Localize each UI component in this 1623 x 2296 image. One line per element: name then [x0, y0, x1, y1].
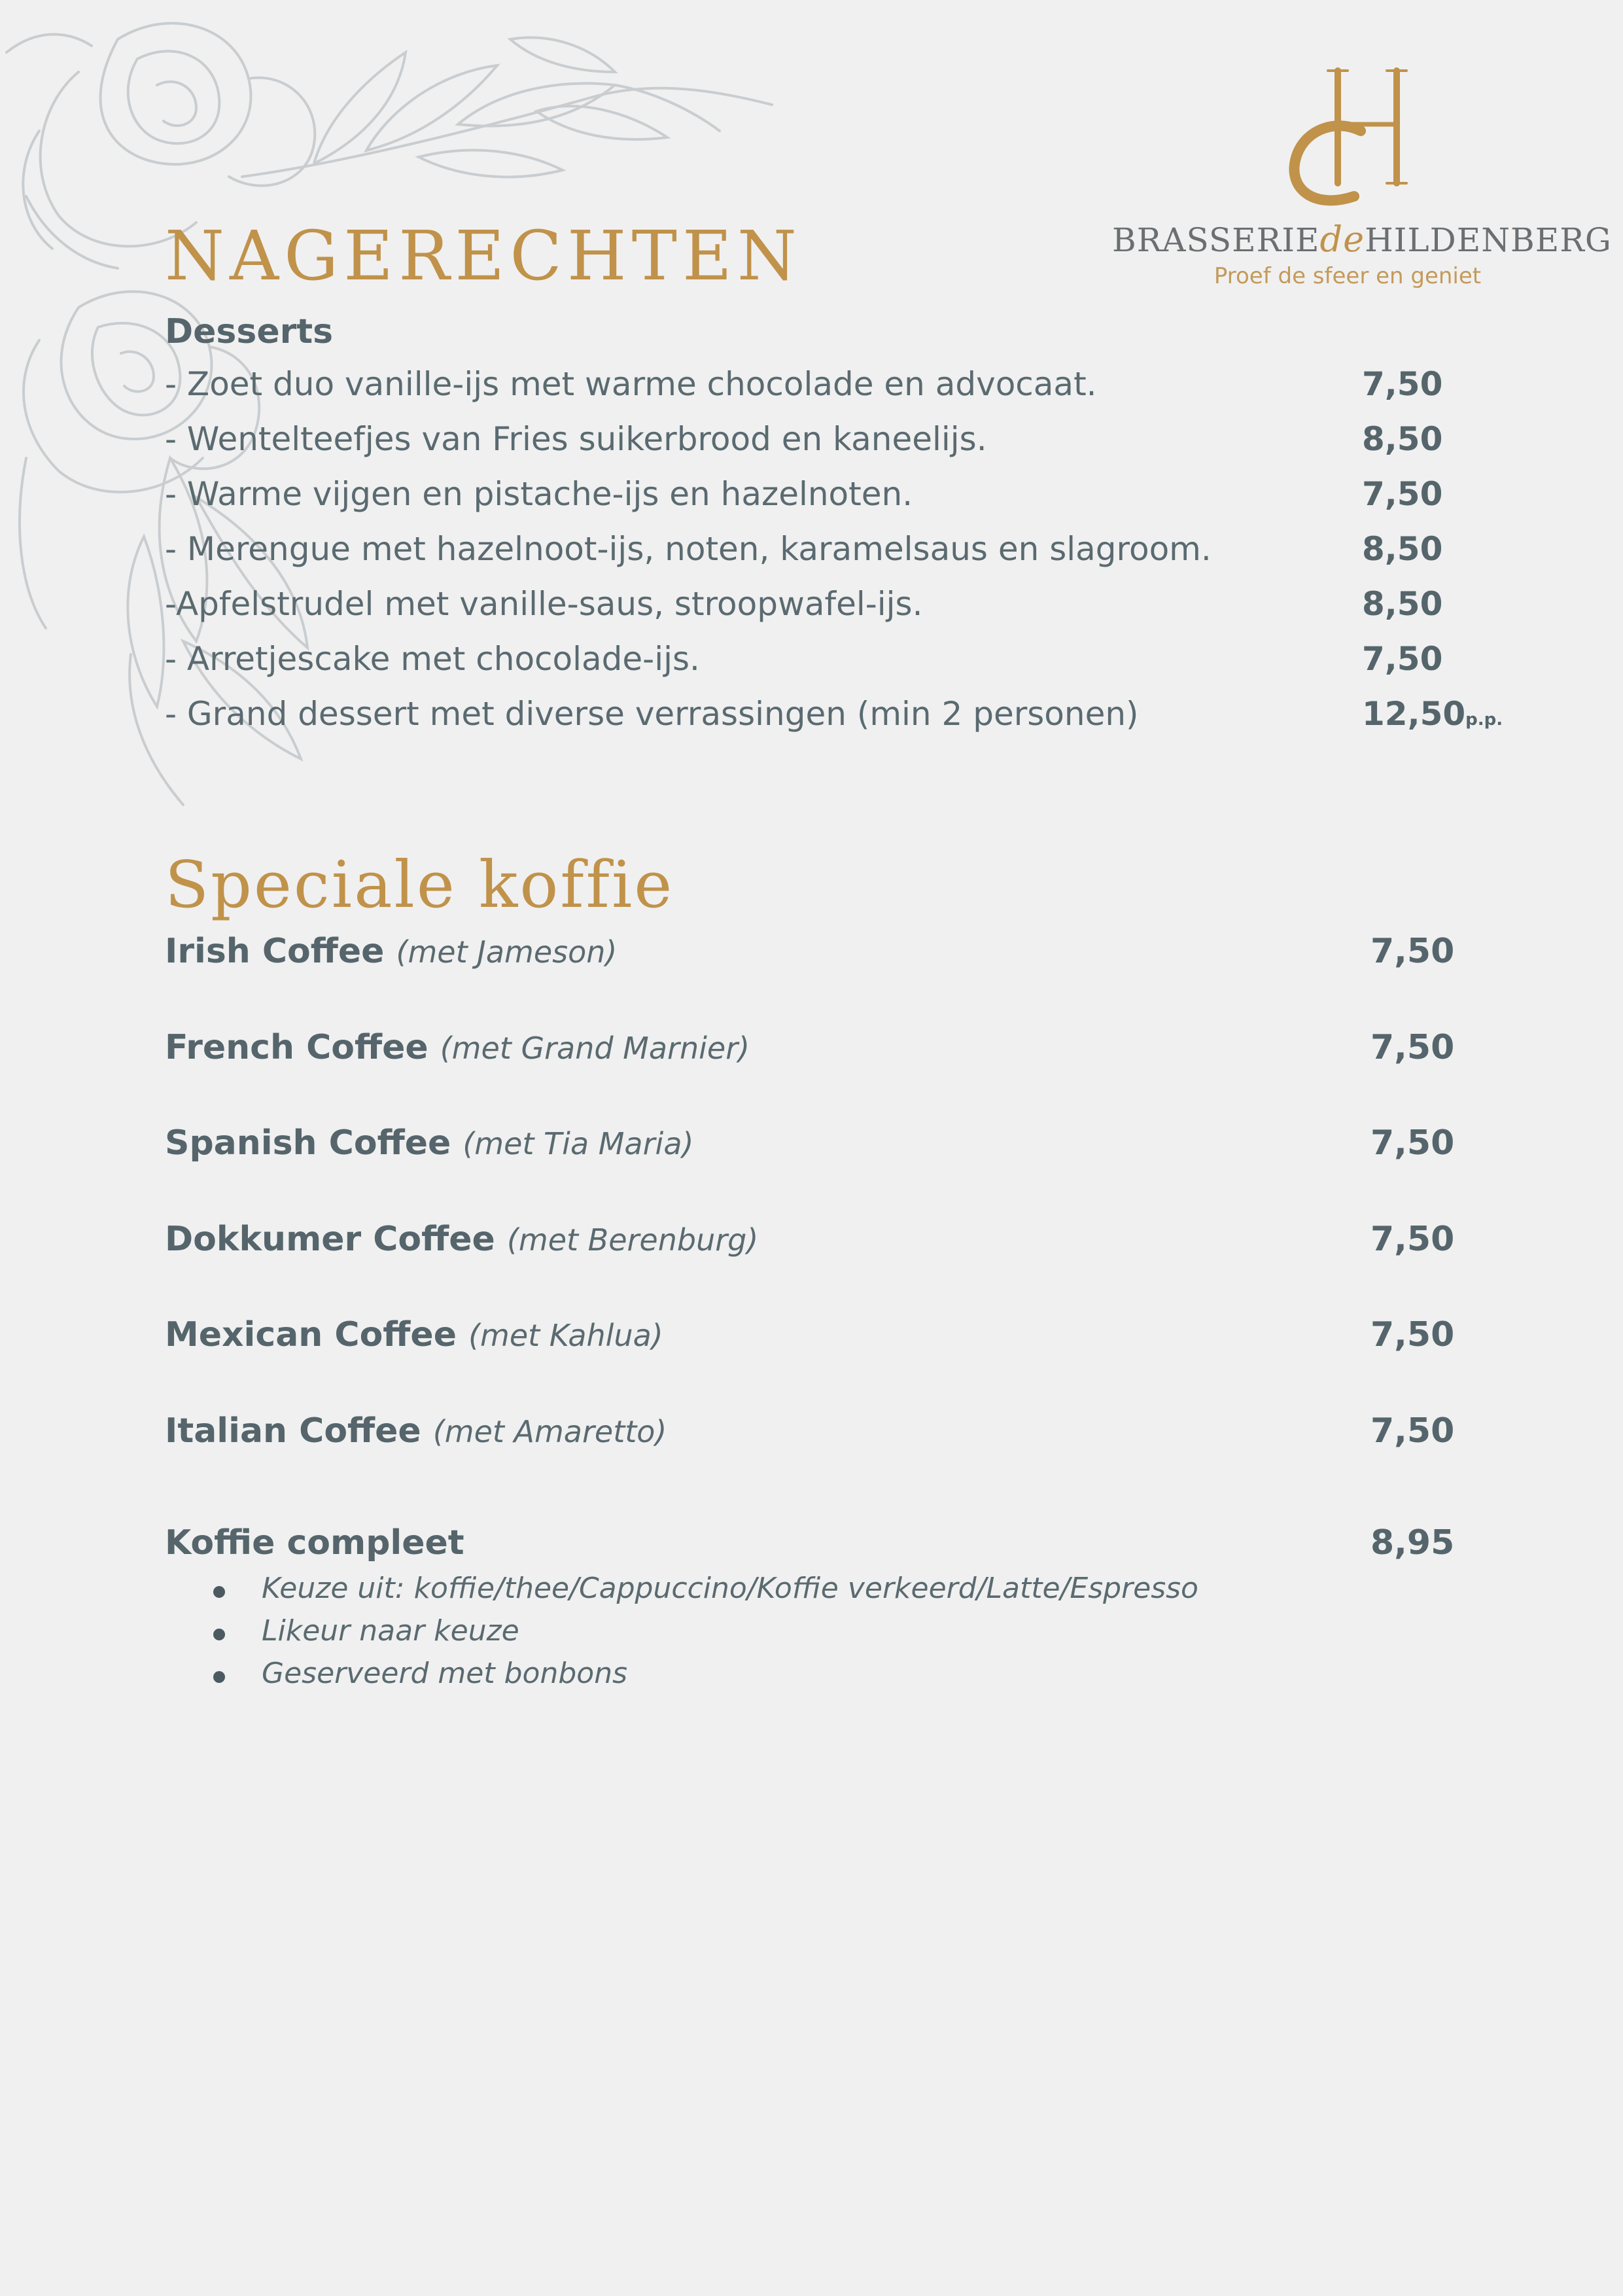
- desserts-subtitle: Desserts: [165, 312, 334, 351]
- list-item: [165, 1123, 1506, 1220]
- bullet-icon: [213, 1629, 225, 1640]
- list-item: [165, 932, 1506, 1028]
- list-item: Geserveerd met bonbons: [209, 1657, 1198, 1699]
- bullet-icon: [213, 1671, 225, 1683]
- coffee-price: 7,50: [1370, 1027, 1455, 1067]
- dessert-price: 7,50: [1362, 640, 1443, 678]
- list-item: [165, 475, 1506, 530]
- coffee-price: 7,50: [1370, 932, 1455, 971]
- coffee-price: 7,50: [1370, 1411, 1455, 1451]
- coffee-liqueur: (met Berenburg): [506, 1222, 759, 1258]
- dessert-price: 12,50p.p.: [1362, 695, 1503, 733]
- dessert-name: - Arretjescake met chocolade-ijs.: [165, 640, 700, 678]
- list-item: [165, 1315, 1506, 1411]
- coffee-liqueur: (met Jameson): [396, 934, 618, 970]
- list-item: [165, 420, 1506, 475]
- coffee-price: 7,50: [1370, 1219, 1455, 1259]
- dessert-price: 7,50: [1362, 475, 1443, 513]
- dessert-name: - Warme vijgen en pistache-ijs en hazelnoten.: [165, 475, 913, 513]
- compleet-price: 8,95: [1370, 1523, 1455, 1563]
- dessert-name: - Wentelteefjes van Fries suikerbrood en kaneelijs.: [165, 420, 987, 458]
- dessert-price: 8,50: [1362, 585, 1443, 623]
- dessert-price: 8,50: [1362, 530, 1443, 568]
- list-item: [165, 640, 1506, 695]
- logo-name: BRASSERIEdeHILDENBERG: [1112, 219, 1612, 260]
- coffee-name: Spanish Coffee (met Tia Maria): [165, 1123, 694, 1163]
- dessert-price: 8,50: [1362, 420, 1443, 458]
- list-item: [165, 1220, 1506, 1316]
- list-item: [165, 585, 1506, 640]
- list-item: [165, 365, 1506, 420]
- coffee-list: [165, 932, 1506, 1507]
- list-item: [165, 530, 1506, 585]
- coffee-liqueur: (met Amaretto): [432, 1413, 667, 1449]
- list-item: Keuze uit: koffie/thee/Cappuccino/Koffie verkeerd/Latte/Espresso: [209, 1572, 1198, 1614]
- coffee-price: 7,50: [1370, 1315, 1455, 1354]
- brand-logo: [1112, 59, 1612, 308]
- list-item: Likeur naar keuze: [209, 1614, 1198, 1657]
- coffee-name: French Coffee (met Grand Marnier): [165, 1027, 750, 1067]
- coffee-name: Dokkumer Coffee (met Berenburg): [165, 1219, 759, 1259]
- coffee-name: Mexican Coffee (met Kahlua): [165, 1315, 663, 1354]
- logo-monogram-icon: [1263, 59, 1420, 209]
- coffee-liqueur: (met Kahlua): [468, 1318, 663, 1353]
- list-item: [165, 1028, 1506, 1124]
- dessert-name: -Apfelstrudel met vanille-saus, stroopwafel-ijs.: [165, 585, 923, 623]
- list-item: [165, 695, 1506, 750]
- coffee-liqueur: (met Tia Maria): [462, 1126, 694, 1161]
- section-heading-koffie: Speciale koffie: [165, 848, 674, 923]
- section-heading-nagerechten: NAGERECHTEN: [165, 216, 802, 296]
- dessert-name: - Grand dessert met diverse verrassingen (min 2 personen): [165, 695, 1139, 733]
- dessert-price: 7,50: [1362, 365, 1443, 403]
- coffee-price: 7,50: [1370, 1123, 1455, 1163]
- dessert-list: [165, 365, 1506, 750]
- dessert-name: - Merengue met hazelnoot-ijs, noten, karamelsaus en slagroom.: [165, 530, 1212, 568]
- koffie-compleet: [165, 1523, 1506, 1569]
- coffee-name: Irish Coffee (met Jameson): [165, 932, 618, 971]
- logo-tagline: Proef de sfeer en geniet: [1213, 263, 1482, 289]
- dessert-name: - Zoet duo vanille-ijs met warme chocolade en advocaat.: [165, 365, 1097, 403]
- compleet-details: [209, 1572, 1198, 1699]
- per-person-suffix: p.p.: [1465, 710, 1503, 730]
- list-item: [165, 1411, 1506, 1508]
- compleet-name: Koffie compleet: [165, 1523, 464, 1563]
- coffee-name: Italian Coffee (met Amaretto): [165, 1411, 667, 1451]
- bullet-icon: [213, 1586, 225, 1598]
- coffee-liqueur: (met Grand Marnier): [440, 1030, 750, 1066]
